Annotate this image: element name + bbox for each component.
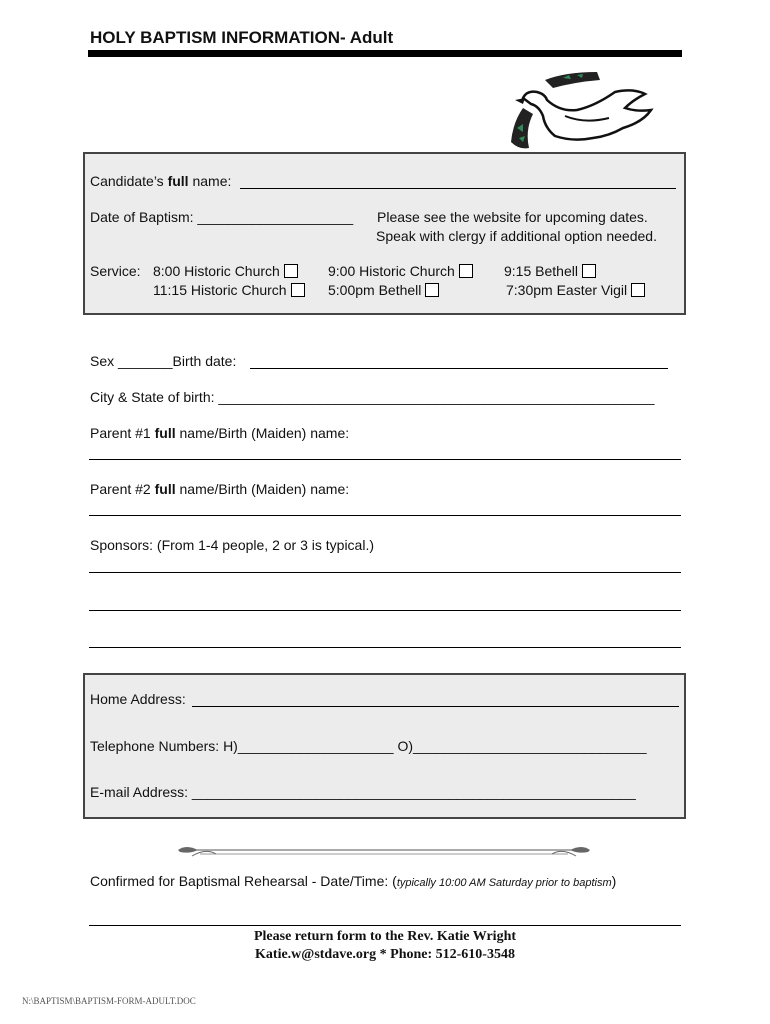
file-path: N:\BAPTISM\BAPTISM-FORM-ADULT.DOC: [22, 996, 196, 1006]
telephone-label: Telephone Numbers: H)____________________ O)______________________________: [90, 738, 647, 754]
parent2-field[interactable]: [89, 515, 681, 516]
parent1-field[interactable]: [89, 459, 681, 460]
service-checkbox[interactable]: [284, 264, 298, 278]
page-title: HOLY BAPTISM INFORMATION- Adult: [90, 28, 394, 47]
sponsor-field-3[interactable]: [89, 647, 681, 648]
service-checkbox[interactable]: [582, 264, 596, 278]
sponsors-label: Sponsors: (From 1-4 people, 2 or 3 is typical.): [90, 537, 375, 553]
sex-birthdate-label: Sex _______Birth date:: [90, 353, 237, 369]
return-instruction: Please return form to the Rev. Katie Wright: [253, 929, 517, 944]
service-option-5[interactable]: 5:00pm Bethell: [328, 282, 439, 298]
service-option-3[interactable]: 9:15 Bethell: [504, 263, 596, 279]
birth-date-field[interactable]: [250, 368, 668, 369]
rehearsal-label: Confirmed for Baptismal Rehearsal - Date/Time: (typically 10:00 AM Saturday prior to baptism): [90, 873, 617, 889]
service-checkbox[interactable]: [631, 283, 645, 297]
parent2-label: Parent #2 full name/Birth (Maiden) name:: [90, 481, 350, 497]
date-note-2: Speak with clergy if additional option needed.: [376, 228, 657, 244]
dove-icon: [505, 70, 655, 152]
service-checkbox[interactable]: [425, 283, 439, 297]
candidate-name-label: Candidate’s full name:: [90, 173, 232, 189]
contact-info: Katie.w@stdave.org * Phone: 512-610-3548: [255, 947, 515, 962]
service-option-6[interactable]: 7:30pm Easter Vigil: [506, 282, 645, 298]
rehearsal-field[interactable]: [89, 925, 681, 926]
service-option-2[interactable]: 9:00 Historic Church: [328, 263, 473, 279]
service-option-1[interactable]: 8:00 Historic Church: [153, 263, 298, 279]
service-checkbox[interactable]: [459, 264, 473, 278]
date-note-1: Please see the website for upcoming dates.: [377, 209, 648, 225]
title-rule: [88, 50, 682, 57]
sponsor-field-2[interactable]: [89, 610, 681, 611]
sponsor-field-1[interactable]: [89, 572, 681, 573]
ornament-divider-icon: [176, 842, 592, 860]
email-label: E-mail Address: _________________________________________________________: [90, 784, 636, 800]
service-label: Service:: [90, 263, 141, 279]
baptism-date-label: Date of Baptism: ____________________: [90, 209, 354, 225]
home-address-label: Home Address:: [90, 691, 186, 707]
service-option-4[interactable]: 11:15 Historic Church: [153, 282, 305, 298]
parent1-label: Parent #1 full name/Birth (Maiden) name:: [90, 425, 350, 441]
service-checkbox[interactable]: [291, 283, 305, 297]
city-state-birth-label: City & State of birth: ________________________________________________________: [90, 389, 655, 405]
candidate-name-field[interactable]: [240, 188, 676, 189]
home-address-field[interactable]: [192, 706, 679, 707]
